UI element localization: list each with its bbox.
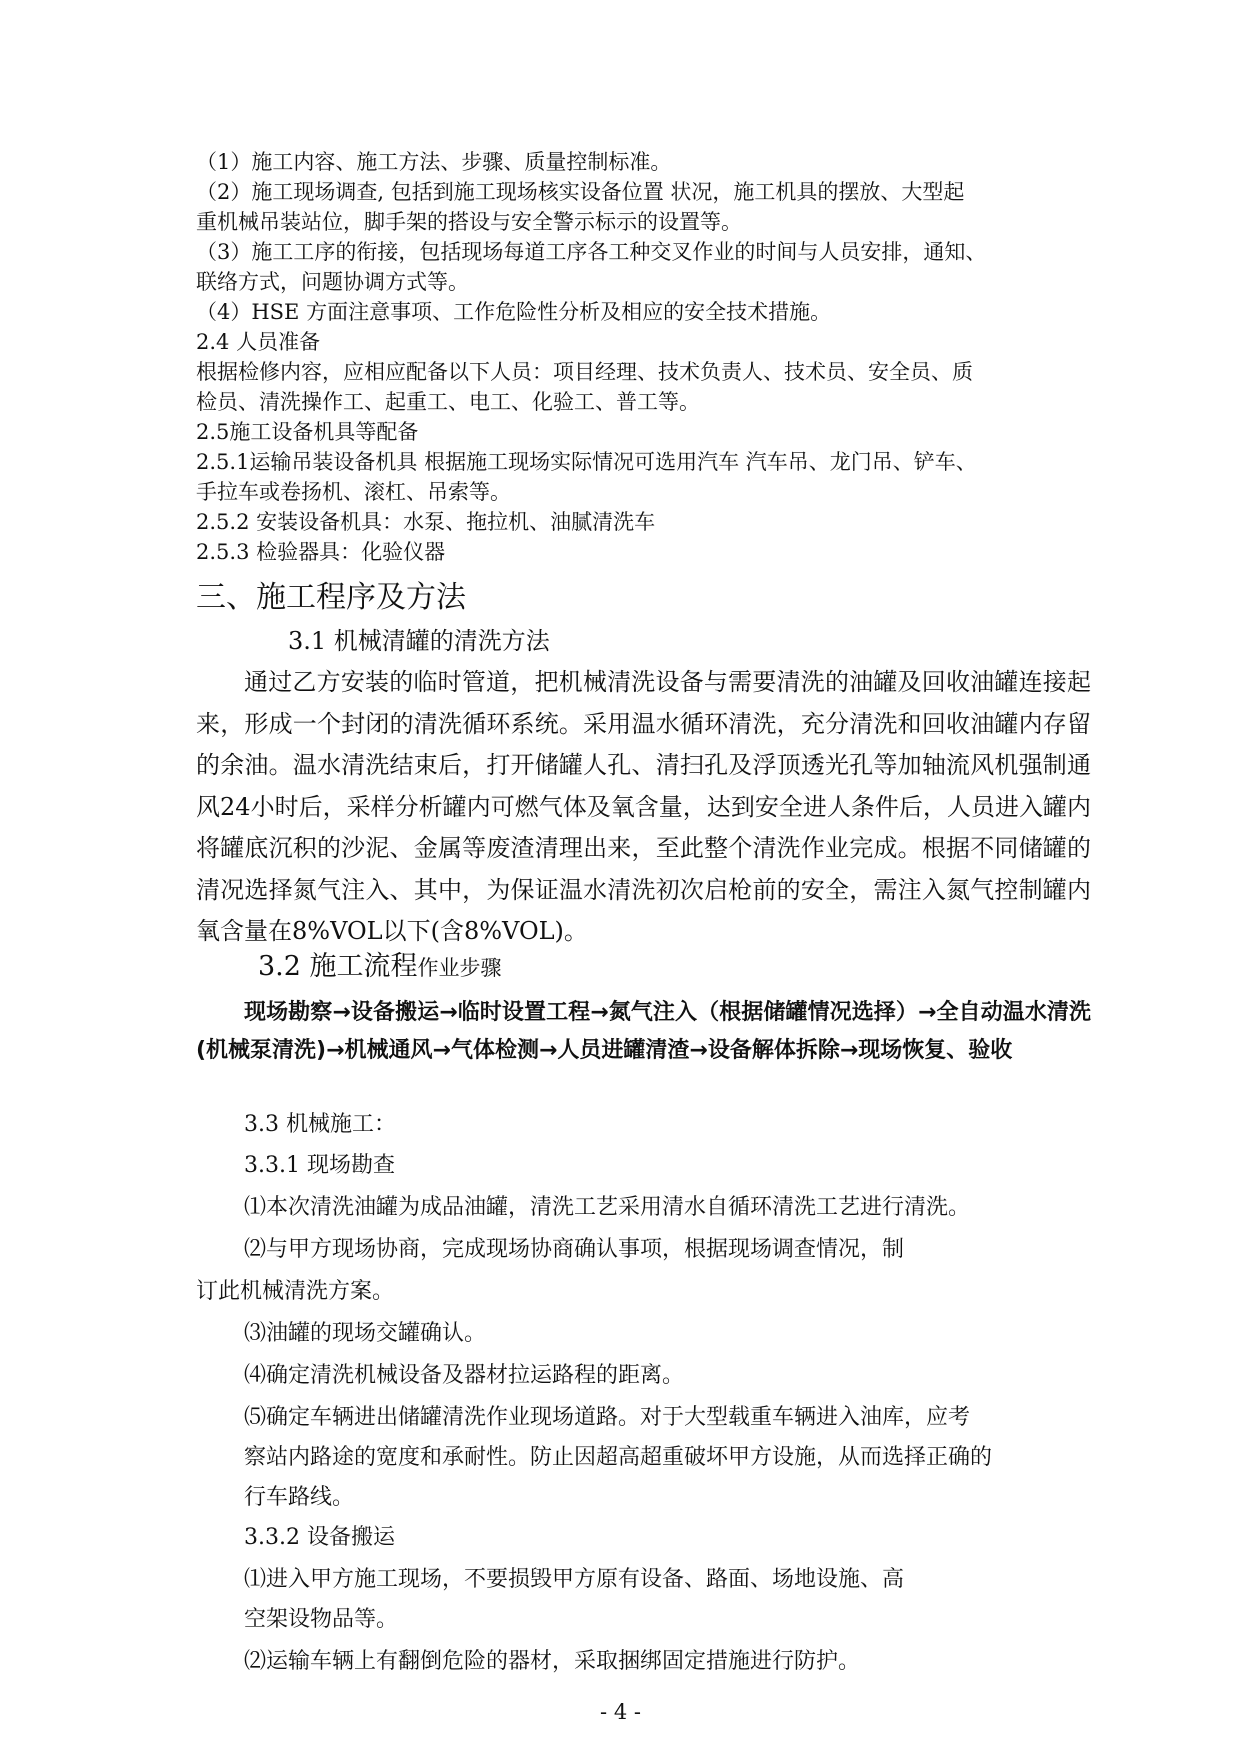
list-item-continued: 察站内路途的宽度和承耐性。防止因超高超重破坏甲方设施，从而选择正确的 xyxy=(244,1445,993,1470)
list-item: ⑸确定车辆进出储罐清洗作业现场道路。对于大型载重车辆进入油库，应考 xyxy=(244,1405,971,1430)
process-flow: 现场勘察→设备搬运→临时设置工程→氮气注入（根据储罐情况选择）→全自动温水清洗(机械泵清洗)→机械通风→气体检测→人员进罐清渣→设备解体拆除→现场恢复、验收 xyxy=(196,1000,1091,1063)
list-item-continued: 空架设物品等。 xyxy=(244,1607,399,1632)
text-line: 2.5.1运输吊装设备机具 根据施工现场实际情况可选用汽车 汽车吊、龙门吊、铲车、 xyxy=(196,450,977,474)
text-line: 根据检修内容，应相应配备以下人员：项目经理、技术负责人、技术员、安全员、质 xyxy=(196,360,973,384)
section-3-1-paragraph: 通过乙方安装的临时管道，把机械清洗设备与需要清洗的油罐及回收油罐连接起来，形成一个封闭的清洗循环系统。采用温水循环清洗，充分清洗和回收油罐内存留的余油。温水清洗结束后，打开储罐人孔、清扫孔及浮顶透光孔等加轴流风机强制通风24小时后，采样分析罐内可燃气体及氧含量，达到安全进人条件后，人员进入罐内将罐底沉积的沙泥、金属等废渣清理出来，至此整个清洗作业完成。根据不同储罐的清况选择氮气注入、其中，为保证温水清洗初次启枪前的安全，需注入氮气控制罐内氧含量在8%VOL以下(含8%VOL)。 xyxy=(196,668,1091,945)
text-line: 检员、清洗操作工、起重工、电工、化验工、普工等。 xyxy=(196,390,700,414)
text-line: 重机械吊装站位，脚手架的搭设与安全警示标示的设置等。 xyxy=(196,210,742,234)
section-heading: 2.5施工设备机具等配备 xyxy=(196,420,419,444)
subsection-3-2-title-main: 3.2 施工流程 xyxy=(258,951,418,982)
subsection-3-2-title xyxy=(258,950,502,985)
list-item: ⑵与甲方现场协商，完成现场协商确认事项，根据现场调查情况，制 xyxy=(244,1237,905,1262)
text-line: （2）施工现场调查, 包括到施工现场核实设备位置 状况，施工机具的摆放、大型起 xyxy=(196,180,965,204)
list-item: ⑴本次清洗油罐为成品油罐，清洗工艺采用清水自循环清洗工艺进行清洗。 xyxy=(244,1195,971,1220)
section-heading: 3.3.2 设备搬运 xyxy=(244,1525,395,1550)
text-line: 联络方式，问题协调方式等。 xyxy=(196,270,469,294)
list-item: ⑷确定清洗机械设备及器材拉运路程的距离。 xyxy=(244,1363,685,1388)
list-item: ⑴进入甲方施工现场，不要损毁甲方原有设备、路面、场地设施、高 xyxy=(244,1567,905,1592)
list-item-continued: 订此机械清洗方案。 xyxy=(196,1279,395,1304)
section-heading: 2.4 人员准备 xyxy=(196,330,321,354)
text-line: （1）施工内容、施工方法、步骤、质量控制标准。 xyxy=(196,150,672,174)
text-line: 2.5.3 检验器具：化验仪器 xyxy=(196,540,446,564)
section-3-title: 三、施工程序及方法 xyxy=(196,580,466,615)
subsection-3-1-title: 3.1 机械清罐的清洗方法 xyxy=(288,627,550,655)
section-heading: 3.3.1 现场勘查 xyxy=(244,1153,395,1178)
list-item: ⑵运输车辆上有翻倒危险的器材，采取捆绑固定措施进行防护。 xyxy=(244,1649,861,1674)
page-number: - 4 - xyxy=(600,1700,641,1724)
text-line: 手拉车或卷扬机、滚杠、吊索等。 xyxy=(196,480,511,504)
text-line: （3）施工工序的衔接，包括现场每道工序各工种交叉作业的时间与人员安排，通知、 xyxy=(196,240,987,264)
text-line: （4）HSE 方面注意事项、工作危险性分析及相应的安全技术措施。 xyxy=(196,300,832,324)
list-item-continued: 行车路线。 xyxy=(244,1485,355,1510)
list-item: ⑶油罐的现场交罐确认。 xyxy=(244,1321,487,1346)
section-heading: 3.3 机械施工： xyxy=(244,1112,396,1137)
text-line: 2.5.2 安装设备机具：水泵、拖拉机、油腻清洗车 xyxy=(196,510,656,534)
subsection-3-2-title-sub: 作业步骤 xyxy=(417,956,502,980)
